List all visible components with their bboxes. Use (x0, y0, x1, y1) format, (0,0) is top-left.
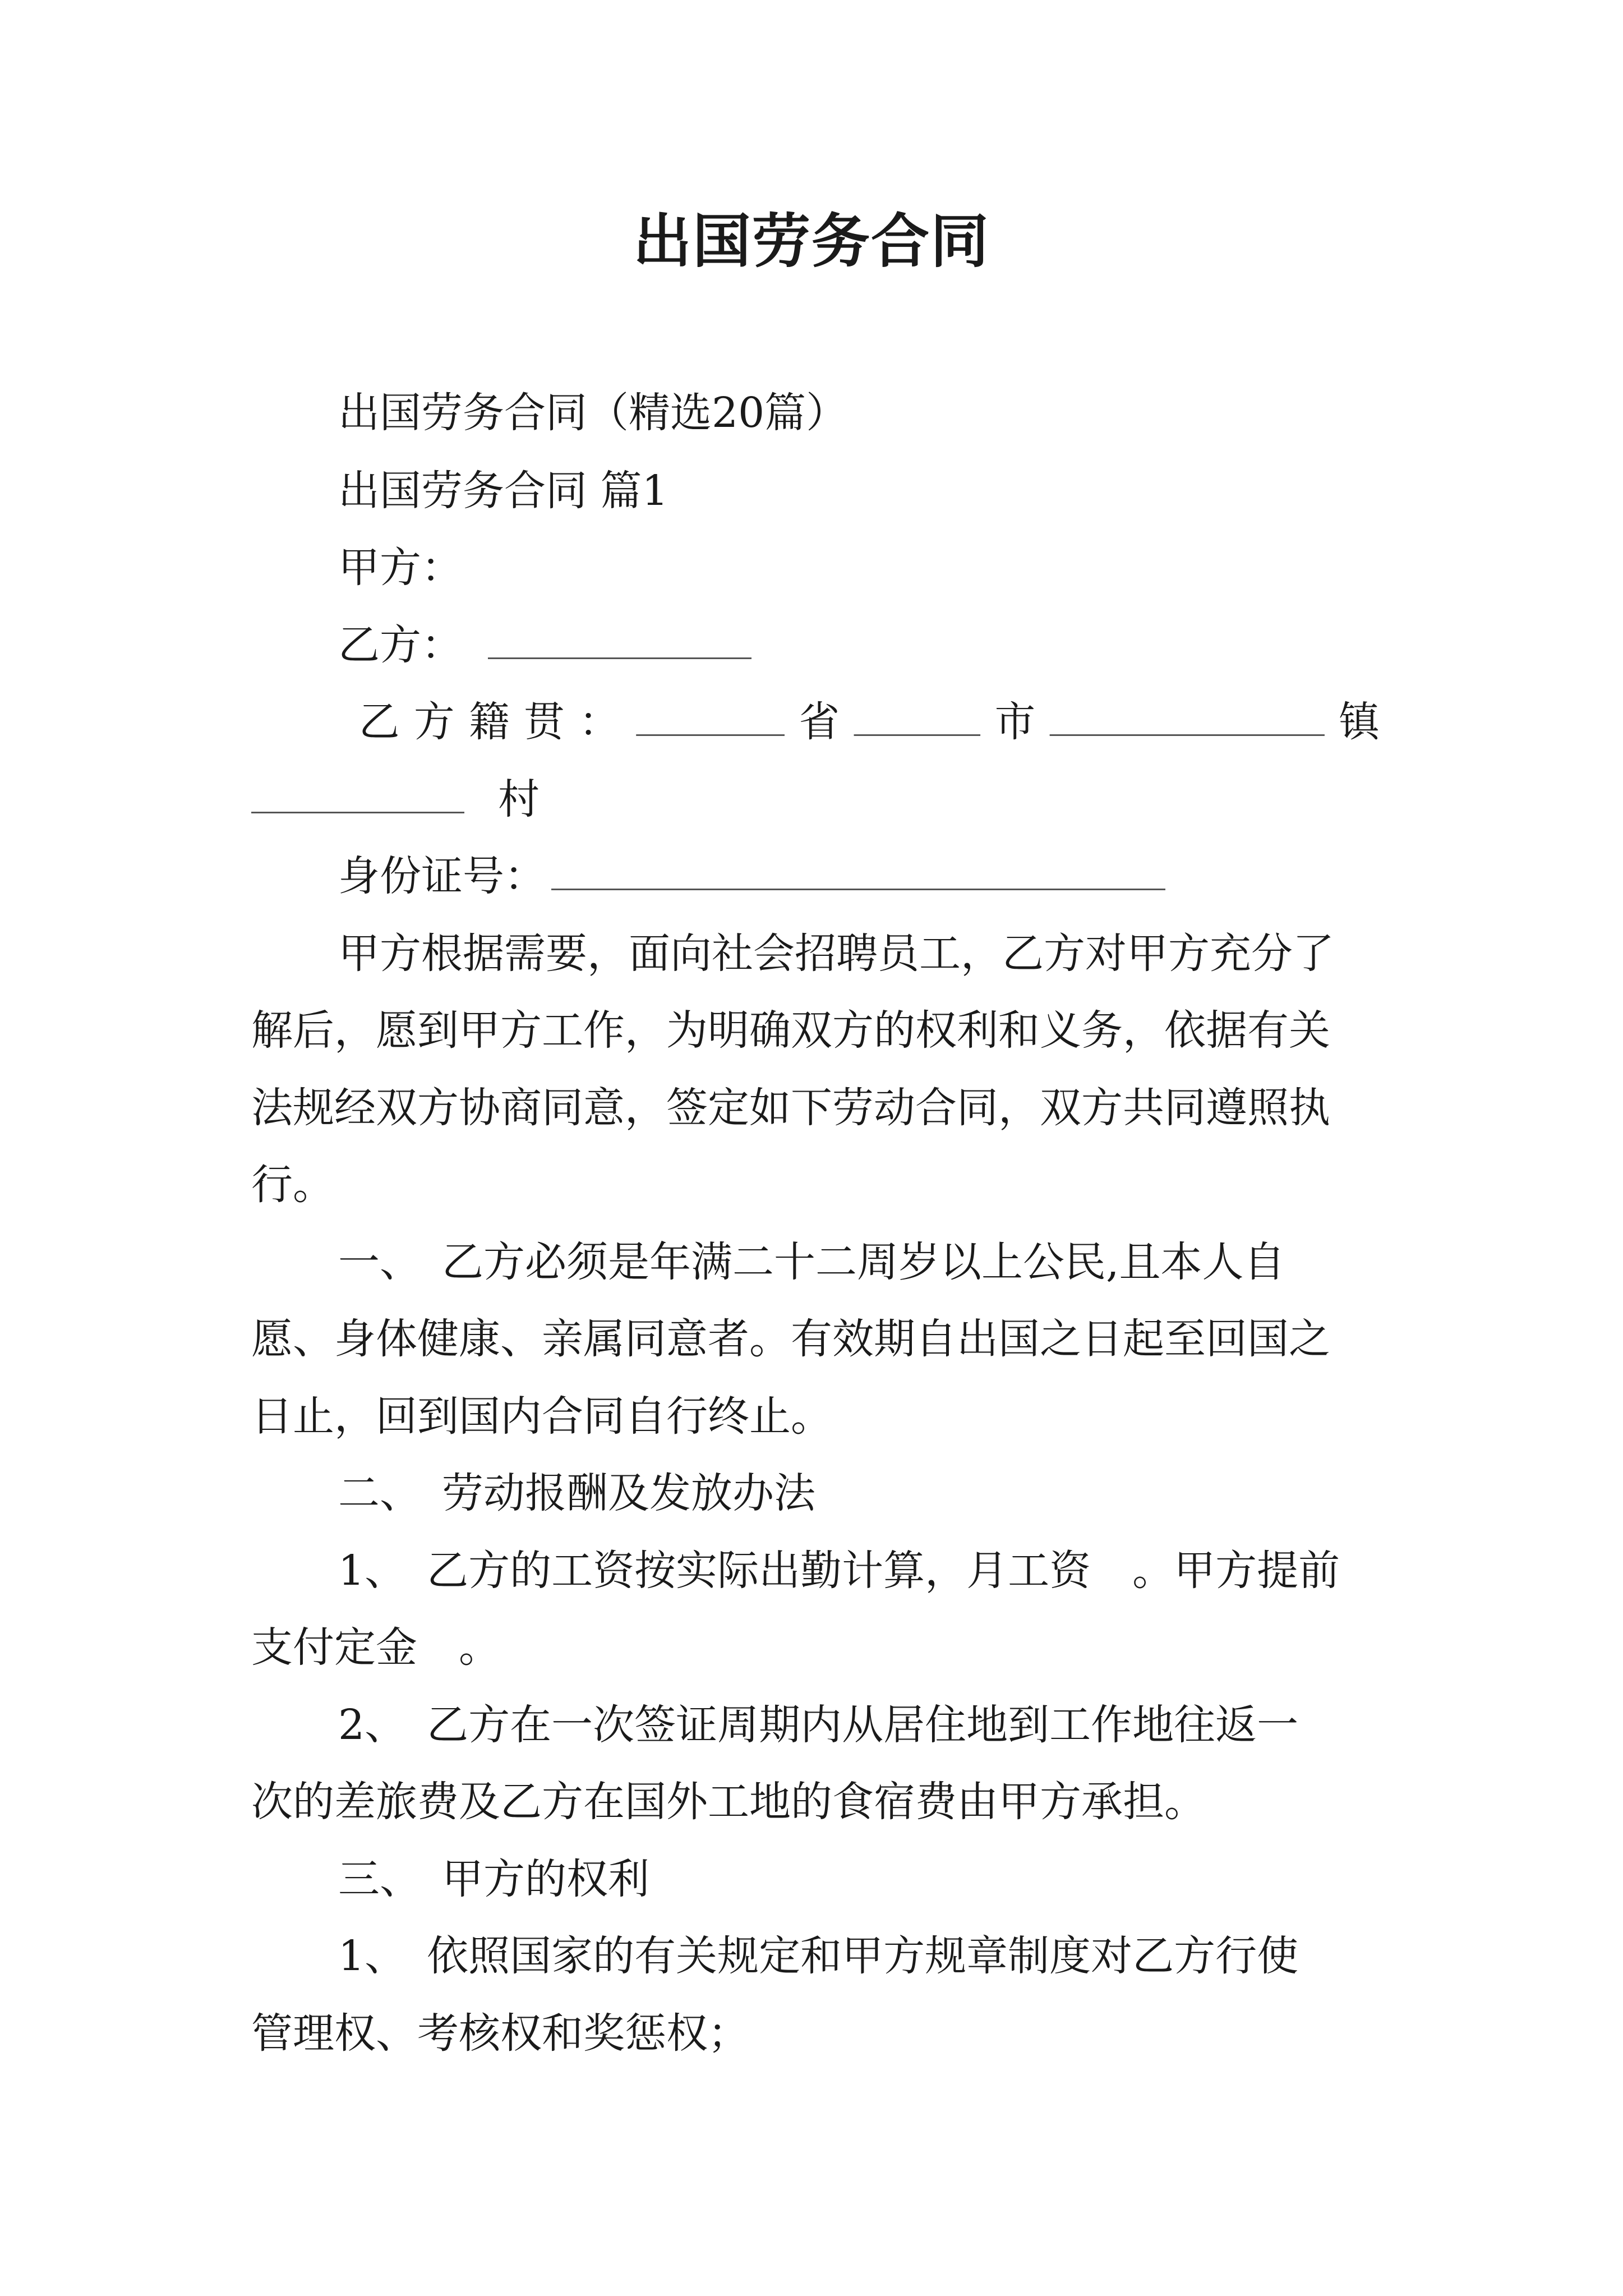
document-title: 出国劳务合同 (633, 206, 990, 275)
intro-line-3: 法规经双方协商同意，签定如下劳动合同，双方共同遵照执 (251, 1084, 1330, 1132)
intro-line-2: 解后，愿到甲方工作，为明确双方的权利和义务，依据有关 (251, 1006, 1330, 1055)
clause1-line-2: 愿、身体健康、亲属同意者。有效期自出国之日起至回国之 (251, 1315, 1330, 1363)
clause1-line-3: 日止，回到国内合同自行终止。 (251, 1392, 832, 1441)
clause2-item2-line-2: 次的差旅费及乙方在国外工地的食宿费由甲方承担。 (251, 1778, 1206, 1826)
section-heading: 出国劳务合同 篇1 (338, 467, 668, 515)
clause3-item1-line-1: 1、 依照国家的有关规定和甲方规章制度对乙方行使 (338, 1932, 1299, 1980)
clause3-heading: 三、 甲方的权利 (338, 1855, 649, 1903)
document-subtitle: 出国劳务合同（精选20篇） (338, 389, 848, 437)
province-label: 省 (799, 698, 840, 746)
party-b-row (338, 617, 751, 673)
city-blank (854, 700, 981, 736)
village-label: 村 (498, 775, 540, 823)
town-label: 镇 (1339, 698, 1380, 746)
clause2-item1-line-2: 支付定金 。 (251, 1623, 500, 1672)
clause3-item1-line-2: 管理权、考核权和奖惩权； (251, 2009, 749, 2058)
village-row (251, 771, 540, 827)
hometown-label: 乙方籍贯： (359, 698, 634, 746)
party-b-blank (488, 623, 751, 659)
city-label: 市 (994, 698, 1036, 746)
clause2-item2-line-1: 2、 乙方在一次签证周期内从居住地到工作地往返一 (338, 1701, 1299, 1749)
intro-line-4: 行。 (251, 1161, 334, 1209)
clause2-item1-line-1: 1、 乙方的工资按实际出勤计算，月工资 。甲方提前 (338, 1547, 1340, 1595)
village-blank (251, 777, 464, 813)
hometown-row (359, 694, 1380, 750)
party-a-label: 甲方： (338, 544, 463, 592)
id-blank (551, 854, 1165, 890)
id-row (338, 848, 1165, 904)
party-b-label: 乙方： (338, 621, 463, 669)
intro-line-1: 甲方根据需要，面向社会招聘员工，乙方对甲方充分了 (338, 930, 1334, 978)
clause1-line-1: 一、 乙方必须是年满二十二周岁以上公民,且本人自 (338, 1238, 1285, 1286)
town-blank (1050, 700, 1325, 736)
province-blank (636, 700, 785, 736)
clause2-heading: 二、 劳动报酬及发放办法 (338, 1469, 815, 1517)
id-label: 身份证号： (338, 852, 546, 900)
